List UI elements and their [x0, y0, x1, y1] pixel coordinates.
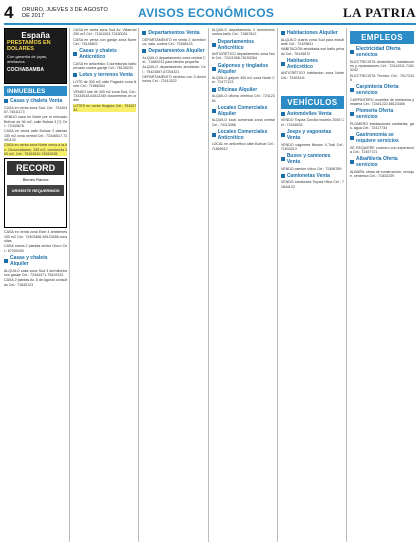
category-label: Camionetas Venta: [286, 172, 330, 179]
listing: VENDO camión Volvo Cel.: 72456789: [280, 166, 342, 171]
listing: LOCAL en anticrético calle Bolívar Cel.: 71869012: [211, 142, 275, 151]
listing: ALQUILO galpón 300 m2 zona Norte Cel.: 72477123: [211, 76, 275, 85]
category-label: Locales Comerciales Alquiler: [217, 104, 268, 117]
listing: ANTICRÉTICO departamento zona Norte Cel.: 72411908-76153264: [211, 52, 275, 61]
bullet-icon: [350, 136, 354, 140]
category-albanileria: [350, 156, 414, 168]
bullet-icon: [212, 88, 216, 92]
listing-block: [212, 142, 275, 151]
category-galpones-alquiler: [212, 63, 275, 75]
category-label: Carpintería Oferta servicios: [356, 84, 399, 97]
bullet-icon: [281, 62, 285, 66]
listing-block: [350, 98, 414, 107]
category-label: Departamentos Anticrético: [217, 38, 255, 51]
section-title: AVISOS ECONÓMICOS: [138, 6, 275, 20]
category-camionetas-venta: [281, 173, 344, 179]
listing: VENDO camioneta Toyota Hilux Cel.: 71844123: [280, 180, 345, 189]
listing-block: [350, 170, 414, 179]
listing: ALQUILO local comercial zona central Cel.: 74113456: [211, 118, 275, 127]
category-habitaciones-anticretico: [281, 58, 344, 70]
category-buses-venta: [281, 153, 344, 165]
bullet-icon: [212, 133, 216, 137]
listing-block: [212, 52, 275, 61]
category-electricidad: [350, 46, 414, 58]
column-2: [73, 28, 139, 542]
ad-espana: [4, 28, 67, 84]
bullet-icon: [350, 50, 354, 54]
listing: VENDO vagoneta Nissan X-Trail Cel.: 71833214: [280, 142, 345, 151]
classifieds-columns: [4, 28, 416, 542]
column-1: [4, 28, 70, 542]
category-oficinas-alquiler: [212, 87, 275, 93]
listing-block: [212, 94, 275, 103]
ad-espana-headline: PRESTAMOS EN DOLARES: [7, 40, 51, 52]
section-inmuebles: INMUEBLES: [4, 86, 67, 96]
newspaper-brand: LA PATRIA: [343, 5, 416, 20]
listing: SE REQUIERE cocinero con experiencia Cel.: 72457721: [350, 145, 415, 155]
page-header: [4, 3, 416, 25]
category-plomeria: [350, 108, 414, 120]
ad-record-box: URGENTE REQUERIMOS: [7, 185, 64, 196]
category-departamentos-anticretico: [212, 39, 275, 51]
listing: CASA en venta calle Bolívar 2 plantas 150 m2 zona central Cel.: 72446517-72451132: [4, 129, 68, 142]
category-label: Casas y chalets Venta: [10, 98, 63, 104]
listing: CASA en venta zona Sud. Cel.: 72440487-74511173: [4, 105, 68, 114]
listing: ALQUILO departamento 2 dormitorios cocina baño Cel.: 71867812: [211, 28, 275, 37]
listing-block: [212, 118, 275, 127]
listing-block: [73, 80, 136, 112]
listing-block: [4, 230, 67, 253]
ad-espana-footer: COCHABAMBA: [7, 67, 44, 73]
listing: ALBAÑIL obras de construcción, revoque, cerámica Cel.: 71832239: [350, 169, 415, 179]
listing: HABITACIÓN amoblada con baño privado Cel.: 76145672: [280, 47, 345, 56]
listing: CASA en anticrético 3 dormitorios baño privado cocina garaje Cel.: 76139234: [73, 61, 137, 71]
listing: ALQUILO oficina céntrica Cel.: 72412384: [211, 94, 275, 103]
listing: ALQUILO cuarto zona Sud para estudiante Cel.: 72429831: [280, 37, 345, 46]
listing: CASA en venta con garaje zona Norte Cel.: 76145822: [73, 37, 137, 47]
listing: DEPARTAMENTO céntrico con 3 dormitorios Cel.: 72413322: [142, 75, 206, 84]
bullet-icon: [281, 31, 285, 35]
bullet-icon: [73, 73, 77, 77]
section-vehiculos: VEHÍCULOS: [281, 96, 344, 109]
listing: VENDO lote de 400 m2 zona Sud, Cel.: 72434518-61812345 documentos en orden: [73, 89, 137, 103]
listing-block: [281, 180, 344, 189]
category-label: Albañilería Oferta servicios: [356, 156, 398, 169]
listing-block: [212, 28, 275, 37]
category-habitaciones-alquiler: [281, 30, 344, 36]
category-label: Gastronomía se requiere servicios: [356, 132, 399, 145]
listing-block: [281, 38, 344, 56]
category-label: Jeeps y vagonetas Venta: [286, 129, 332, 142]
bullet-icon: [350, 112, 354, 116]
bullet-icon: [281, 174, 285, 178]
category-label: Casas y chalets Alquiler: [10, 255, 48, 267]
listing: DEPARTAMENTO en venta 2 dormitorios, sala, cocina Cel.: 72468123: [142, 37, 206, 46]
listing: CASA en venta zona Este 4 ambientes 100 m2 Cel.: 72403456-69123456 consultas: [4, 230, 68, 243]
bullet-icon: [350, 160, 354, 164]
column-5: [281, 28, 347, 542]
listing: VENDO casa en Norte por el mercado Bolívar de 36 m2, calle Bolivia 3 [?] Cel.: 72443678: [4, 115, 68, 128]
category-label: Habitaciones Alquiler: [286, 30, 338, 36]
category-label: Galpones y tinglados Alquiler: [217, 62, 269, 75]
bullet-icon: [4, 259, 8, 263]
column-6: [350, 28, 416, 542]
listing: CARPINTERO muebles de melamina y madera Cel.: 72441222-68123456: [350, 97, 415, 106]
category-label: Departamentos Alquiler: [148, 48, 205, 55]
category-jeeps-venta: [281, 129, 344, 141]
category-label: Oficinas Alquiler: [217, 86, 258, 93]
ad-record: [4, 158, 67, 228]
category-label: Lotes y terrenos Venta: [79, 72, 133, 79]
listing-block: [281, 167, 344, 171]
listing: VENDO Toyota Corolla modelo 2005 Cel.: 72445532: [280, 118, 345, 127]
category-lotes-venta: [73, 72, 136, 78]
listing: CASA en venta zona Sud Av. Villarroel 250 m2 Cel.: 71161003-72430031: [73, 28, 137, 37]
bullet-icon: [4, 99, 8, 103]
listing-block: [4, 269, 67, 287]
category-casas-anticretico: [73, 48, 136, 60]
category-casas-alquiler: [4, 255, 67, 267]
category-label: Departamentos Venta: [148, 30, 200, 36]
category-gastronomia: [350, 132, 414, 144]
page-number: 4: [4, 3, 14, 22]
category-label: Automóviles Venta: [286, 110, 332, 117]
bullet-icon: [142, 49, 146, 53]
listing-block: [142, 38, 205, 47]
listing-block: [73, 28, 136, 46]
listing-block: [350, 146, 414, 155]
section-empleos: EMPLEOS: [350, 31, 414, 44]
category-locales-alquiler: [212, 105, 275, 117]
listing-highlighted: LOTES en venta Huajara Cel.: 76152734: [73, 103, 137, 113]
listing: ANTICRÉTICO habitación zona Norte Cel.: 72403411: [280, 71, 345, 80]
bullet-icon: [281, 157, 285, 161]
listing: LOTE de 300 m2 calle Pagador zona Norte Cel.: 71866354: [73, 79, 137, 89]
listing-block: [73, 62, 136, 71]
bullet-icon: [281, 112, 285, 116]
bullet-icon: [350, 88, 354, 92]
listing-block: [281, 118, 344, 127]
category-label: Locales Comerciales Anticrético: [217, 128, 268, 141]
bullet-icon: [212, 109, 216, 113]
bullet-icon: [212, 67, 216, 71]
bullet-icon: [142, 31, 146, 35]
ad-record-sub: Bienes Raíces: [22, 177, 49, 183]
listing-block: [350, 60, 414, 83]
category-automoviles-venta: [281, 111, 344, 117]
ad-espana-brand: España: [21, 31, 50, 40]
ad-record-name: RECORD: [7, 161, 64, 175]
listing: ELECTRICISTA Técnico Cel.: 76172345: [350, 73, 415, 82]
listing-block: [281, 71, 344, 80]
category-label: Casas y chalets Anticrético: [79, 48, 117, 61]
category-departamentos-venta: [142, 30, 205, 36]
ad-espana-detail: Con garantía de joyas, artefactos: [7, 54, 48, 64]
listing: PLOMERO instalaciones sanitarias, gas, agua Cel.: 72417734: [350, 121, 415, 131]
listing-block: [281, 143, 344, 152]
listing: CASA nueva 2 plantas sector Oruro Cel.: 67200430: [4, 244, 68, 253]
bullet-icon: [73, 52, 77, 56]
listing-highlighted: CASA en venta zona Norte cerca a la Av. Circunvalación, 255 m2, construida 300 m2. Cel.: 76161810-74543226: [4, 143, 68, 157]
category-label: Electricidad Oferta servicios: [356, 46, 401, 58]
listing: ALQUILO departamento amoblado Cel.: 75424567-67204321: [142, 65, 206, 74]
listing: ALQUILO casa zona Sud 3 dormitorios con garaje Cel.: 72444471-75419132: [4, 268, 68, 277]
listing-block: [212, 76, 275, 85]
dateline: ORURO, JUEVES 3 DE AGOSTO DE 2017: [22, 7, 108, 19]
listing-block: [4, 106, 67, 157]
category-carpinteria: [350, 84, 414, 96]
bullet-icon: [212, 43, 216, 47]
column-3: [142, 28, 208, 542]
category-label: Habitaciones Anticrético: [286, 57, 318, 70]
listing: ALQUILO departamento zona central Cel.: 71860231 para familia pequeña: [142, 55, 206, 64]
category-departamentos-alquiler: [142, 48, 205, 54]
category-casas-venta: [4, 98, 67, 104]
category-label: Plomería Oferta servicios: [356, 108, 394, 121]
listing: ELECTRICISTA domiciliario, instalaciones y reparaciones Cel.: 72414311-71813242: [350, 59, 415, 73]
category-label: Buses y camiones Venta: [286, 153, 331, 166]
listing-block: [142, 56, 205, 84]
listing-block: [350, 122, 414, 131]
bullet-icon: [281, 133, 285, 137]
column-4: [212, 28, 278, 542]
category-locales-anticretico: [212, 129, 275, 141]
listing: CASA 2 plantas Av. 6 de Agosto consultas Cel.: 71840123: [4, 278, 68, 287]
